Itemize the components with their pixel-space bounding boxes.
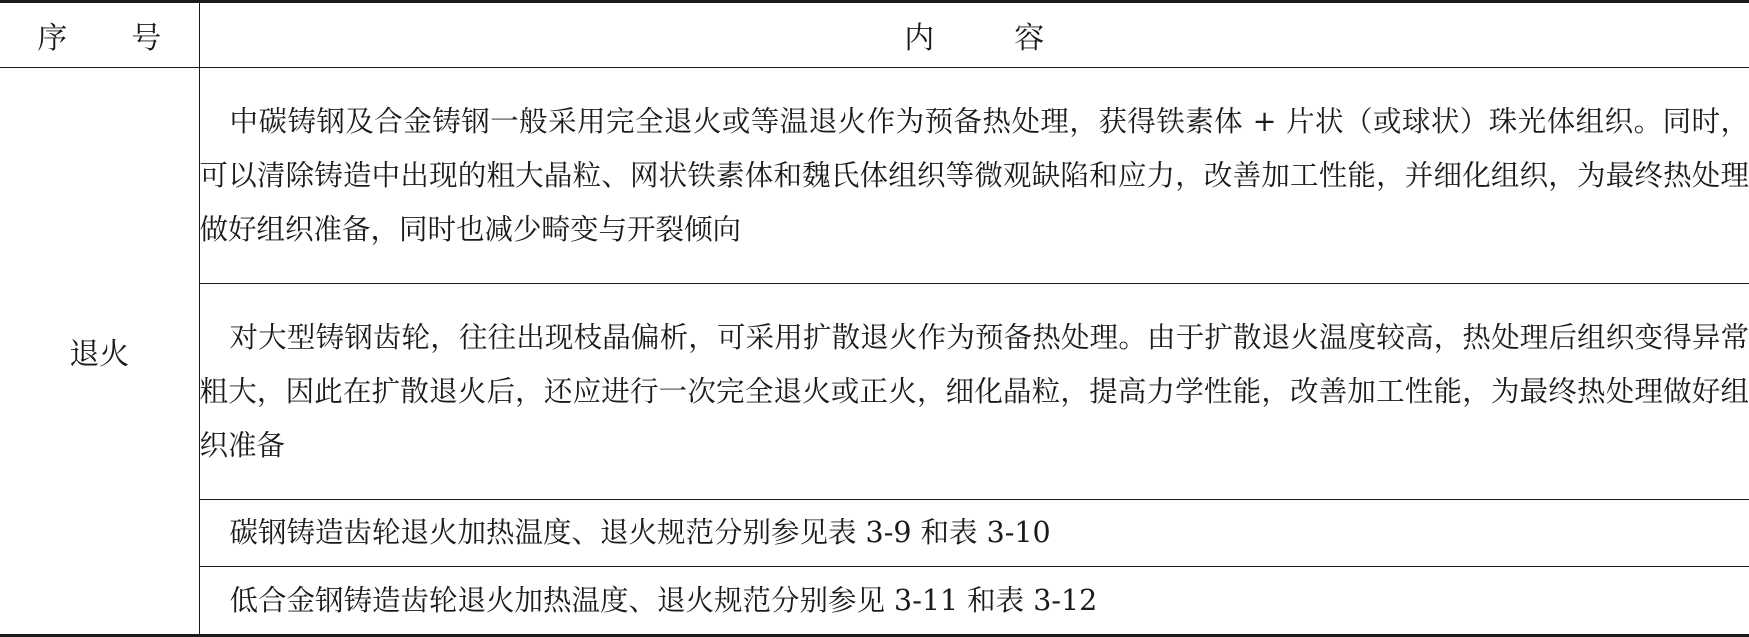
category-cell bbox=[0, 68, 199, 636]
content-text: 低合金钢铸造齿轮退火加热温度、退火规范分别参见 3-11 和表 3-12 bbox=[200, 574, 1749, 628]
table-row bbox=[0, 68, 1749, 284]
table-row bbox=[0, 567, 1749, 636]
content-cell bbox=[199, 284, 1749, 500]
content-text: 碳钢铸造齿轮退火加热温度、退火规范分别参见表 3-9 和表 3-10 bbox=[200, 506, 1749, 560]
table-row bbox=[0, 284, 1749, 500]
content-cell bbox=[199, 567, 1749, 636]
table-body bbox=[0, 68, 1749, 636]
header-index-cell bbox=[0, 2, 199, 68]
table-row bbox=[0, 500, 1749, 567]
header-index-label: 序号 bbox=[37, 21, 225, 56]
content-text: 中碳铸钢及合金铸钢一般采用完全退火或等温退火作为预备热处理，获得铁素体 + 片状（或球状）珠光体组织。同时，可以清除铸造中出现的粗大晶粒、网状铁素体和魏氏体组织等微观缺陷和应力，改善加工性能，并细化组织，为最终热处理做好组织准备，同时也减少畸变与开裂倾向 bbox=[200, 95, 1749, 257]
header-content-label: 内容 bbox=[904, 21, 1124, 56]
content-cell bbox=[199, 500, 1749, 567]
content-cell bbox=[199, 68, 1749, 284]
table-header bbox=[0, 2, 1749, 68]
category-label: 退火 bbox=[69, 337, 129, 372]
header-content-cell bbox=[199, 2, 1749, 68]
content-text: 对大型铸钢齿轮，往往出现枝晶偏析，可采用扩散退火作为预备热处理。由于扩散退火温度较高，热处理后组织变得异常粗大，因此在扩散退火后，还应进行一次完全退火或正火，细化晶粒，提高力学性能，改善加工性能，为最终热处理做好组织准备 bbox=[200, 311, 1749, 473]
